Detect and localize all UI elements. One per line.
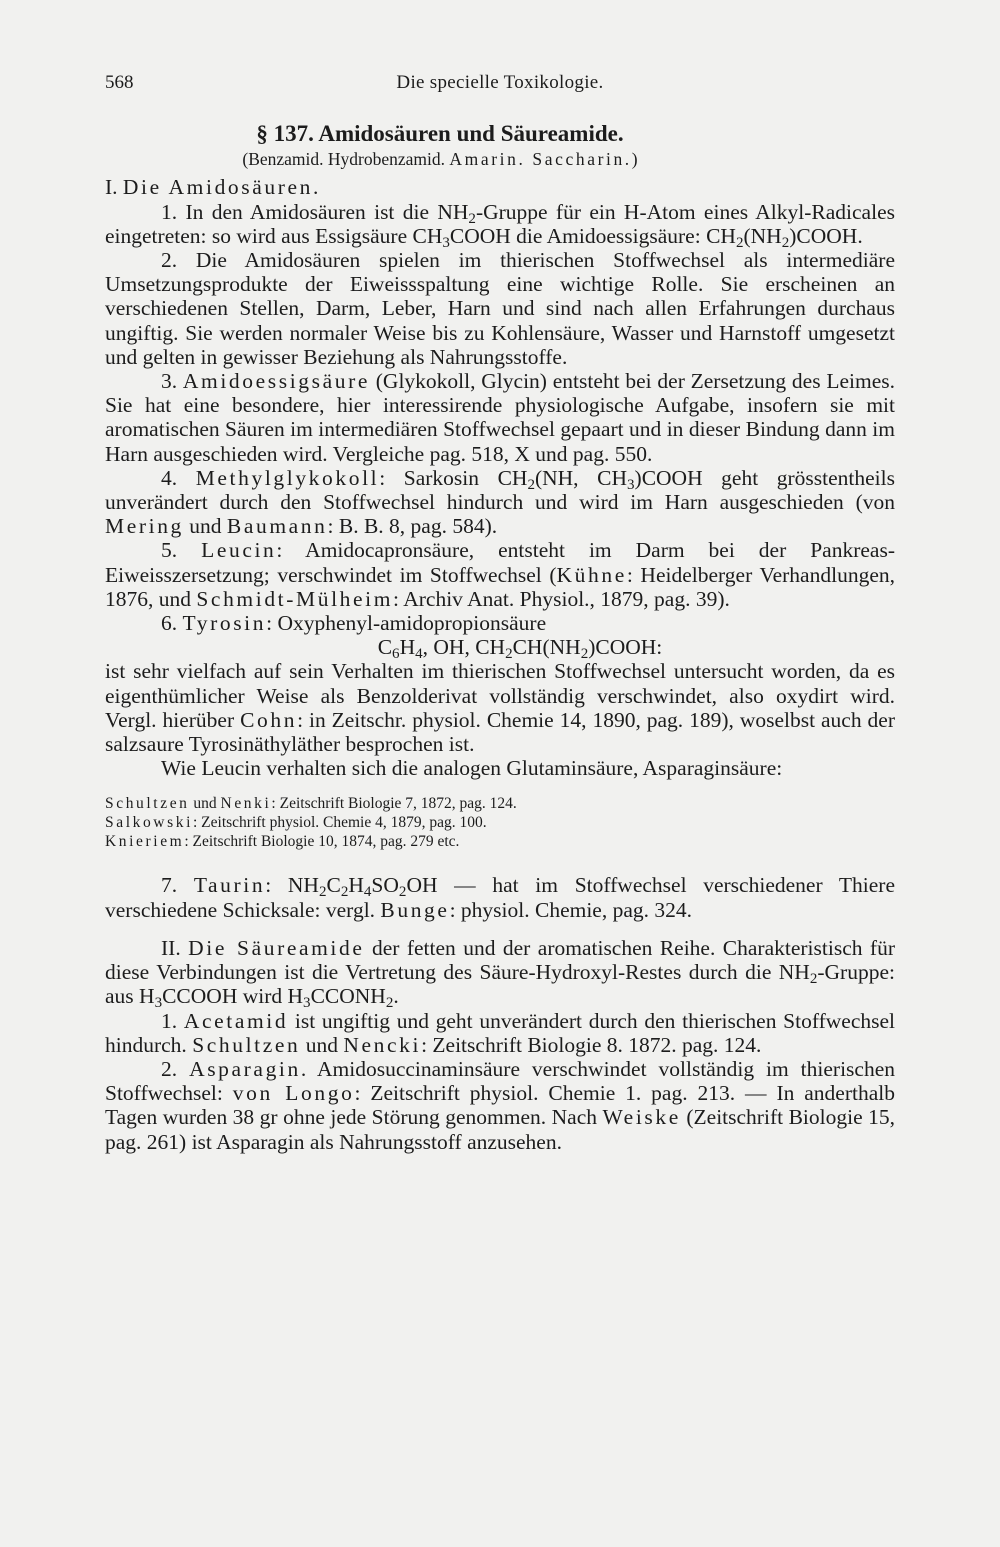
reference-item: Salkowski: Zeitschrift physiol. Chemie 4, 1879, pag. 100. [105,814,487,832]
running-header [105,72,895,98]
paragraph-1: 1. In den Amidosäuren ist die $NH_2$-Gruppe für ein H-Atom eines Alkyl-Radicales eingetreten: so wird aus Essigsäure $CH_3COOH$ die Amidoessigsäure: $CH_2(NH_2)COOH$. [105,199,895,252]
paragraph-7: 7. Taurin: $NH_2C_2H_4SO_2OH$ — hat im Stoffwechsel verschiedener Thiere verschiedene Schicksale: vergl. Bunge: physiol. Chemie, pag. 324. [105,873,895,922]
paragraph-6: 6. Tyrosin: Oxyphenyl-amidopropionsäure [161,611,547,636]
paragraph-5: 5. Leucin: Amidocapronsäure, entsteht im Darm bei der Pankreas-Eiweisszersetzung; verschwindet im Stoffwechsel (Kühne: Heidelberger Verhandlungen, 1876, und Schmidt-Mülheim: Archiv Anat. Physiol., 1879, pag. 39). [105,538,895,611]
reference-item: Knieriem: Zeitschrift Biologie 10, 1874, pag. 279 etc. [105,833,460,851]
reference-item: Schultzen und Nenki: Zeitschrift Biologie 7, 1872, pag. 124. [105,795,517,813]
spacer [105,922,895,936]
part-one-heading: I. Die Amidosäuren. [105,175,321,200]
body-text [105,122,895,1154]
paragraph-acetamid: 1. Acetamid ist ungiftig und geht unverändert durch den thierischen Stoffwechsel hindurch. Schultzen und Nencki: Zeitschrift Biologie 8. 1872. pag. 124. [105,1008,895,1057]
part-two-paragraph: II. Die Säureamide der fetten und der aromatischen Reihe. Charakteristisch für diese Verbindungen ist die Vertretung des Säure-Hydroxyl-Restes durch die $NH_2$-Gruppe: aus $H_3CCOOH$ wird $H_3CCONH_2$. [105,935,895,1012]
paragraph-6b: Wie Leucin verhalten sich die analogen Glutaminsäure, Asparaginsäure: [161,756,783,781]
paragraph-2: 2. Die Amidosäuren spielen im thierischen Stoffwechsel als intermediäre Umsetzungsprodukte der Eiweissspaltung eine wichtige Rolle. Sie erscheinen an verschiedenen Stellen, Darm, Leber, Harn und sind nach allen Erfahrungen durchaus ungiftig. Sie werden normaler Weise bis zu Kohlensäure, Wasser und Harnstoff umgesetzt und gelten in gewisser Beziehung als Nahrungsstoffe. [105,248,895,369]
running-title: Die specielle Toxikologie. [396,72,604,93]
section-subtitle: (Benzamid. Hydrobenzamid. Amarin. Saccharin.) [242,149,638,170]
reference-list [105,794,895,851]
paragraph-3: 3. Amidoessigsäure (Glykokoll, Glycin) entsteht bei der Zersetzung des Leimes. Sie hat eine besondere, hier interessirende physiologische Aufgabe, insofern sie mit aromatischen Säuren im intermediären Stoffwechsel gepaart und in dieser Bindung dann im Harn ausgeschieden wird. Vergleiche pag. 518, X und pag. 550. [105,369,896,466]
page-number: 568 [105,72,134,93]
paragraph-6-continued: ist sehr vielfach auf sein Verhalten im thierischen Stoffwechsel untersucht worden, da es eigenthümlicher Weise als Benzolderivat vollständig verschwindet, also oxydirt wird. Vergl. hierüber Cohn: in Zeitschr. physiol. Chemie 14, 1890, pag. 189), woselbst auch der salzsaure Tyrosinäthyläther besprochen ist. [105,659,895,757]
section-title: § 137. Amidosäuren und Säureamide. [256,121,624,146]
tyrosin-formula: $C_6H_4$, OH, $CH_2CH(NH_2)COOH$: [377,635,663,663]
paragraph-asparagin: 2. Asparagin. Amidosuccinaminsäure verschwindet vollständig im thierischen Stoffwechsel: von Longo: Zeitschrift physiol. Chemie 1. pag. 213. — In anderthalb Tagen wurden 38 gr ohne jede Störung genommen. Nach Weiske (Zeitschrift Biologie 15, pag. 261) ist Asparagin als Nahrungsstoff anzusehen. [105,1056,895,1154]
paragraph-4: 4. Methylglykokoll: Sarkosin $CH_2(NH$, $CH_3)COOH$ geht grösstentheils unverändert durch den Stoffwechsel hindurch und wird im Harn ausgeschieden (von Mering und Baumann: B. B. 8, pag. 584). [105,465,895,539]
